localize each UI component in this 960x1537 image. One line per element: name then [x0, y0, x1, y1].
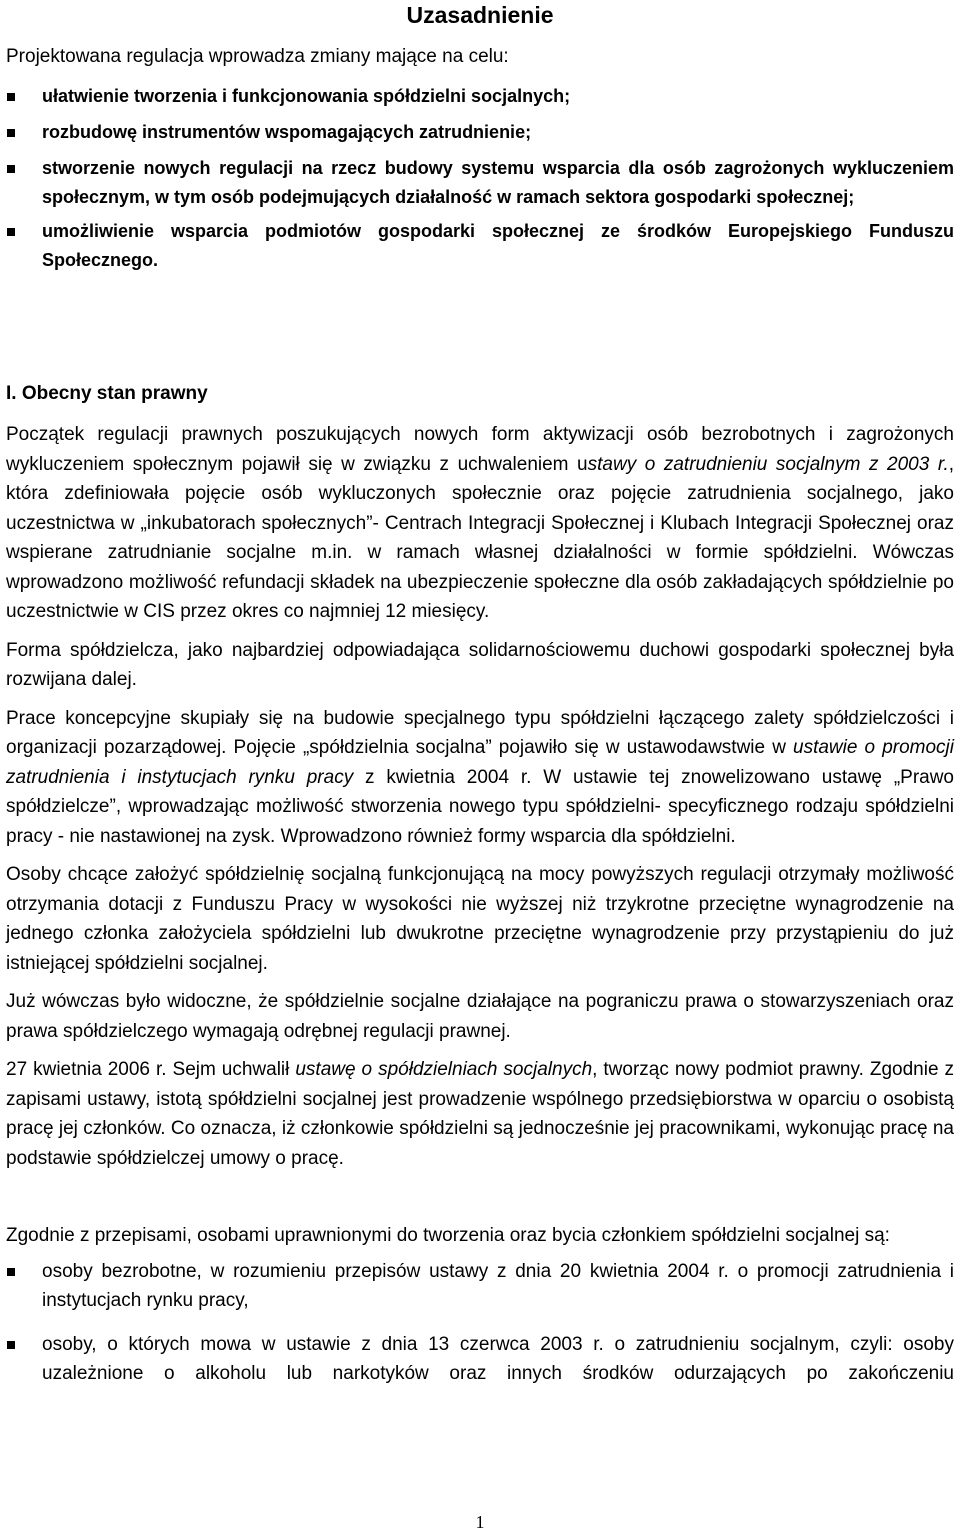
paragraph-text: z kwietnia 2004 r. W ustawie tej znowelizowano ustawę „Prawo spółdzielcze”, wprowadzając możliwość stworzenia nowego typu spółdzielni- specyficznego rodzaju spółdzielni pracy - nie nastawionej na zysk. Wprowadzono również formy wsparcia dla spółdzielni. — [6, 766, 954, 847]
goal-text: ułatwienie tworzenia i funkcjonowania spółdzielni socjalnych; — [42, 86, 571, 106]
goal-text: stworzenie nowych regulacji na rzecz budowy systemu wsparcia dla osób zagrożonych wykluczeniem społecznym, w tym osób podejmujących działalność w ramach sektora gospodarki społecznej; — [42, 158, 954, 207]
goal-text: rozbudowę instrumentów wspomagających zatrudnienie; — [42, 122, 532, 142]
square-bullet-icon — [7, 93, 15, 101]
page-number: 1 — [475, 1512, 485, 1532]
square-bullet-icon — [7, 165, 15, 173]
paragraph-text: 27 kwietnia 2006 r. Sejm uchwalił — [6, 1059, 296, 1080]
paragraph-legal-origins — [6, 420, 954, 627]
act-title-italic: ustawę o spółdzielniach socjalnych — [295, 1059, 593, 1080]
square-bullet-icon — [7, 228, 15, 236]
square-bullet-icon — [7, 1268, 15, 1276]
goal-item — [0, 217, 960, 275]
document-title — [0, 1, 960, 29]
act-title-italic: stawy o zatrudnieniu socjalnym z 2003 r. — [587, 453, 949, 475]
paragraph-text: Początek regulacji prawnych poszukujących nowych form aktywizacji osób bezrobotnych i zagrożonych wykluczeniem społecznym pojawił się w związku z uchwaleniem u — [6, 424, 954, 475]
paragraph-cooperative-form: Forma spółdzielcza, jako najbardziej odpowiadająca solidarnościowemu duchowi gospodarki społecznej była rozwijana dalej. — [6, 639, 954, 690]
document-title-text: Uzasadnienie — [406, 2, 554, 28]
paragraph-separate-regulation: Już wówczas było widoczne, że spółdzielnie socjalne działające na pograniczu prawa o stowarzyszeniach oraz prawa spółdzielczego wymagają odrębnej regulacji prawnej. — [6, 991, 954, 1042]
paragraph-concept-work — [6, 704, 954, 852]
eligible-item — [6, 1257, 954, 1316]
goal-item — [0, 118, 960, 147]
eligible-text: osoby bezrobotne, w rozumieniu przepisów ustawy z dnia 20 kwietnia 2004 r. o promocji zatrudnienia i instytucjach rynku pracy, — [42, 1260, 954, 1311]
square-bullet-icon — [7, 1341, 15, 1349]
goals-list — [0, 82, 960, 282]
intro-text: Projektowana regulacja wprowadza zmiany mające na celu: — [6, 46, 509, 67]
paragraph-eligible-persons: Zgodnie z przepisami, osobami uprawnionymi do tworzenia oraz bycia członkiem spółdzielni socjalnej są: — [6, 1225, 890, 1246]
eligible-list — [6, 1257, 954, 1389]
act-title-italic: ustawie o promocji zatrudnienia i instytucjach rynku pracy — [6, 737, 954, 788]
eligible-item — [6, 1330, 954, 1389]
paragraph-text: Prace koncepcyjne skupiały się na budowie specjalnego typu spółdzielni łączącego zalety spółdzielczości i organizacji pozarządowej. Pojęcie „spółdzielnia socjalna” pojawiło się w ustawodawstwie w — [6, 707, 954, 758]
goal-item — [0, 154, 960, 212]
eligible-text: osoby, o których mowa w ustawie z dnia 13 czerwca 2003 r. o zatrudnieniu socjalnym, czyli: osoby uzależnione o alkoholu lub narkotyków oraz innych środków odurzających po zakończeniu — [42, 1333, 954, 1384]
paragraph-text: , która zdefiniowała pojęcie osób wykluczonych społecznie oraz pojęcie zatrudnienia socjalnego, jako uczestnictwa w „inkubatorach społecznych”- Centrach Integracji Społecznej i Klubach Integracji Społecznej oraz wspierane zatrudnianie socjalne m.in. w ramach własnej działalności w formie spółdzielni. Wówczas wprowadzono możliwość refundacji składek na ubezpieczenie społeczne dla osób zakładających spółdzielnie po uczestnictwie w CIS przez okres co najmniej 12 miesięcy. — [6, 453, 955, 622]
square-bullet-icon — [7, 129, 15, 137]
paragraph-text: , tworząc nowy podmiot prawny. Zgodnie z zapisami ustawy, istotą spółdzielni socjalnej jest prowadzenie wspólnego przedsiębiorstwa w oparciu o osobistą pracę jej członków. Co oznacza, iż członkowie spółdzielni są jednocześnie jej pracownikami, wykonując pracę na podstawie spółdzielczej umowy o pracę. — [6, 1059, 954, 1169]
document-body — [6, 420, 954, 1403]
paragraph-subsidies: Osoby chcące założyć spółdzielnię socjalną funkcjonującą na mocy powyższych regulacji otrzymały możliwość otrzymania dotacji z Funduszu Pracy w wysokości nie wyższej niż trzykrotne przeciętne wynagrodzenie na jednego członka założyciela spółdzielni lub dwukrotne przeciętne wynagrodzenie przy przystąpieniu do już istniejącej spółdzielni socjalnej. — [6, 864, 954, 974]
section-heading: I. Obecny stan prawny — [6, 383, 208, 404]
goal-text: umożliwienie wsparcia podmiotów gospodarki społecznej ze środków Europejskiego Funduszu Społecznego. — [42, 221, 954, 270]
paragraph-act-2006 — [6, 1055, 954, 1173]
goal-item — [0, 82, 960, 111]
